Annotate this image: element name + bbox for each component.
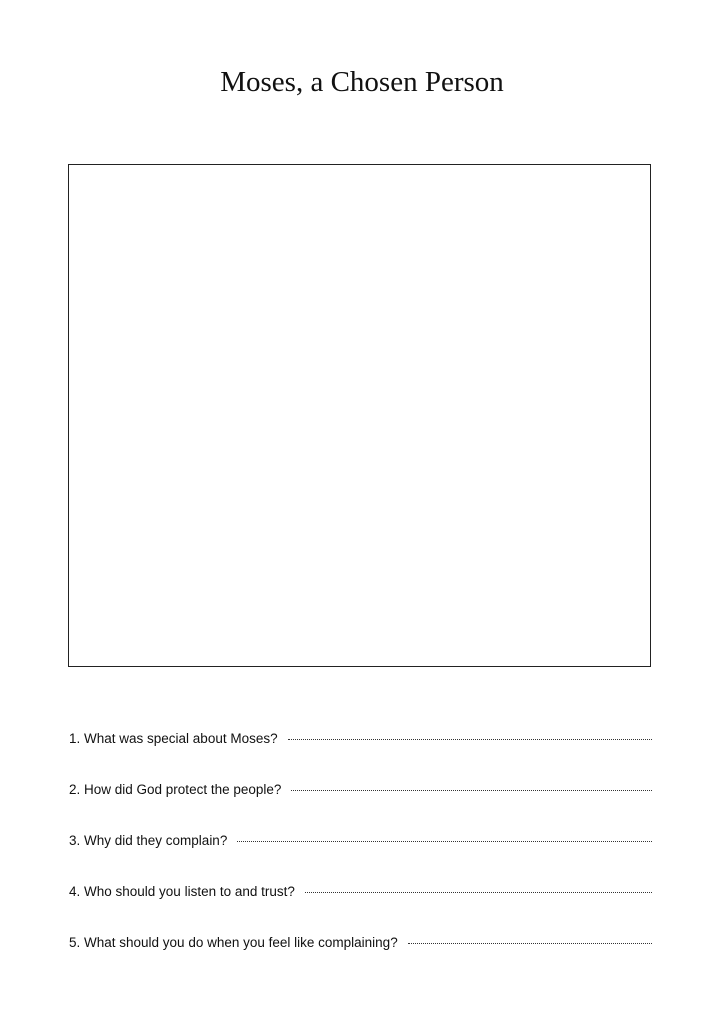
answer-line[interactable] <box>288 738 652 740</box>
question-list <box>69 731 652 986</box>
question-text: 3. Why did they complain? <box>69 833 228 848</box>
answer-line[interactable] <box>237 840 652 842</box>
question-text: 2. How did God protect the people? <box>69 782 282 797</box>
question-row <box>69 782 652 833</box>
drawing-box[interactable] <box>68 164 651 667</box>
question-row <box>69 935 652 986</box>
question-text: 1. What was special about Moses? <box>69 731 278 746</box>
question-row <box>69 884 652 935</box>
answer-line[interactable] <box>291 789 652 791</box>
question-row <box>69 833 652 884</box>
question-text: 4. Who should you listen to and trust? <box>69 884 295 899</box>
question-row <box>69 731 652 782</box>
question-text: 5. What should you do when you feel like complaining? <box>69 935 398 950</box>
page-title: Moses, a Chosen Person <box>220 66 504 98</box>
answer-line[interactable] <box>408 942 652 944</box>
answer-line[interactable] <box>305 891 652 893</box>
